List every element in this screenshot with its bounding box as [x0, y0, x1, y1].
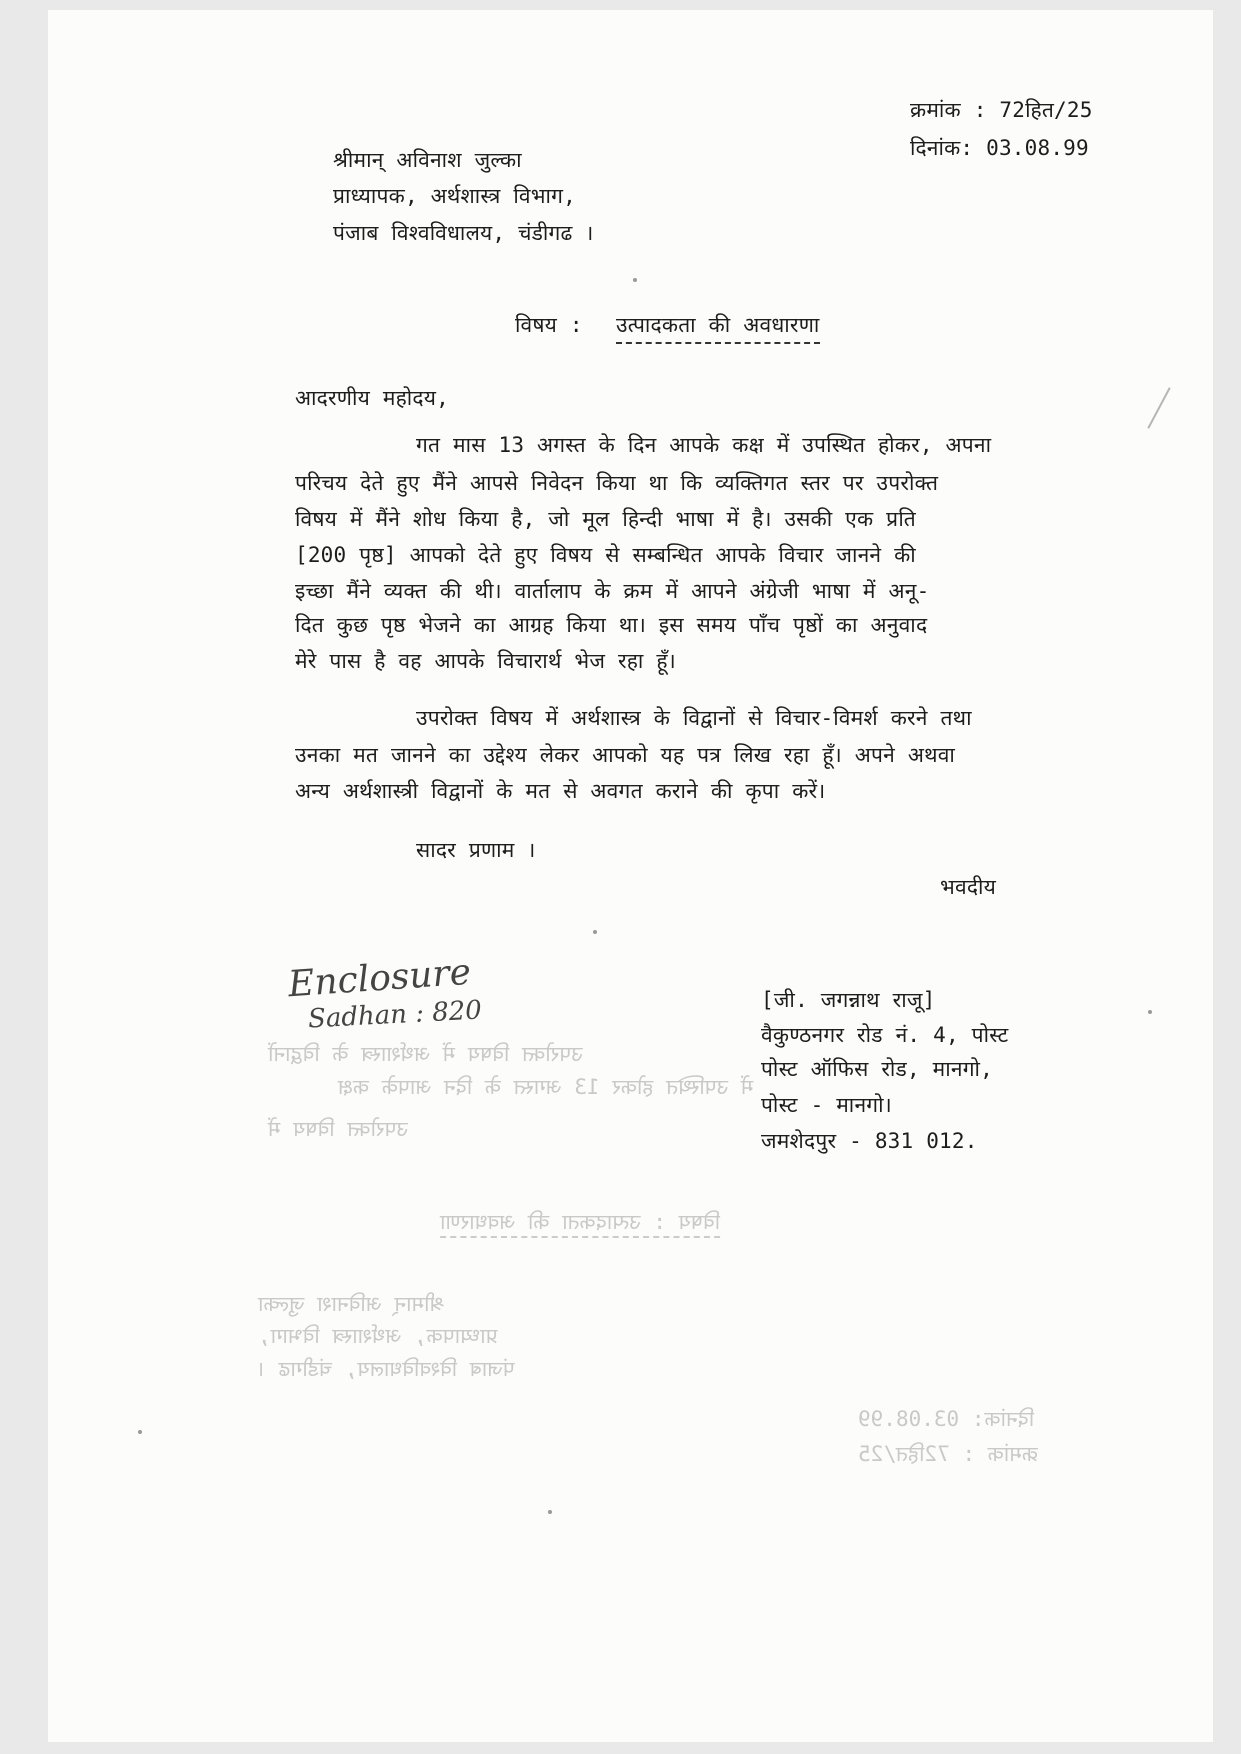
- showthrough-line: दिनांक: 03.08.99: [858, 1407, 1035, 1431]
- showthrough-line: में उपस्थित होकर 13 अगस्त के दिन आपके कक्ष: [338, 1075, 754, 1099]
- subject-text: उत्पादकता की अवधारणा: [616, 310, 820, 344]
- paragraph-line: परिचय देते हुए मैंने आपसे निवेदन किया था कि व्यक्तिगत स्तर पर उपरोक्त: [295, 471, 939, 495]
- paragraph-line: इच्छा मैंने व्यक्त की थी। वार्तालाप के क्रम में आपने अंग्रेजी भाषा में अनू-: [295, 579, 930, 603]
- handwritten-enclosure-note: Enclosure: [286, 951, 473, 1006]
- addressee-line: पंजाब विश्वविधालय, चंडीगढ ।: [333, 221, 594, 245]
- salutation: आदरणीय महोदय,: [295, 386, 449, 410]
- showthrough-line: पंजाब विश्वविधालय, चंडीगढ ।: [258, 1357, 515, 1381]
- closing: सादर प्रणाम ।: [416, 838, 536, 862]
- paragraph-line: उनका मत जानने का उद्देश्य लेकर आपको यह पत्र लिख रहा हूँ। अपने अथवा: [295, 743, 956, 767]
- paragraph-line: दित कुछ पृष्ठ भेजने का आग्रह किया था। इस समय पाँच पृष्ठों का अनुवाद: [295, 613, 928, 637]
- showthrough-line: क्रमांक : 72हित/25: [858, 1442, 1038, 1466]
- showthrough-line: श्रीमान् अविनाश जुल्का: [258, 1292, 445, 1316]
- sender-line: वैकुण्ठनगर रोड नं. 4, पोस्ट: [761, 1023, 1009, 1047]
- margin-mark: [1147, 387, 1170, 429]
- paper-speck: [1148, 1010, 1152, 1014]
- paper-speck: [593, 930, 597, 934]
- paragraph-line: मेरे पास है वह आपके विचारार्थ भेज रहा हूँ।: [295, 649, 676, 673]
- addressee-line: श्रीमान् अविनाश जुल्का: [333, 148, 522, 172]
- paragraph-line: अन्य अर्थशास्त्री विद्वानों के मत से अवगत कराने की कृपा करें।: [295, 779, 826, 803]
- sender-line: पोस्ट - मानगो।: [761, 1093, 892, 1117]
- valediction: भवदीय: [940, 875, 997, 899]
- letter-page: [48, 10, 1213, 1742]
- reference-number: क्रमांक : 72हित/25: [910, 98, 1093, 122]
- paper-speck: [633, 278, 637, 282]
- paper-speck: [548, 1510, 552, 1514]
- paragraph-line: [200 पृष्ठ] आपको देते हुए विषय से सम्बन्धित आपके विचार जानने की: [295, 543, 916, 567]
- subject-label: विषय :: [515, 313, 583, 337]
- showthrough-line: प्राध्यापक, अर्थशास्त्र विभाग,: [258, 1324, 498, 1348]
- sender-line: पोस्ट ऑफिस रोड, मानगो,: [761, 1057, 994, 1081]
- sender-line: जमशेदपुर - 831 012.: [761, 1129, 978, 1153]
- sender-line: [जी. जगन्नाथ राजू]: [761, 988, 936, 1012]
- paper-speck: [138, 1430, 142, 1434]
- addressee-line: प्राध्यापक, अर्थशास्त्र विभाग,: [333, 184, 577, 208]
- showthrough-subject: विषय : उत्पादकता की अवधारणा: [440, 1208, 720, 1238]
- showthrough-line: उपरोक्त विषय में अर्थशास्त्र के विद्वानों: [268, 1042, 583, 1066]
- showthrough-line: उपरोक्त विषय में: [268, 1117, 408, 1141]
- reference-date: दिनांक: 03.08.99: [910, 136, 1089, 160]
- paragraph-line: उपरोक्त विषय में अर्थशास्त्र के विद्वानों से विचार-विमर्श करने तथा: [416, 706, 972, 730]
- paragraph-line: गत मास 13 अगस्त के दिन आपके कक्ष में उपस्थित होकर, अपना: [416, 433, 992, 457]
- handwritten-sadhan-note: Sadhan : 820: [307, 995, 483, 1035]
- paragraph-line: विषय में मैंने शोध किया है, जो मूल हिन्दी भाषा में है। उसकी एक प्रति: [295, 507, 916, 531]
